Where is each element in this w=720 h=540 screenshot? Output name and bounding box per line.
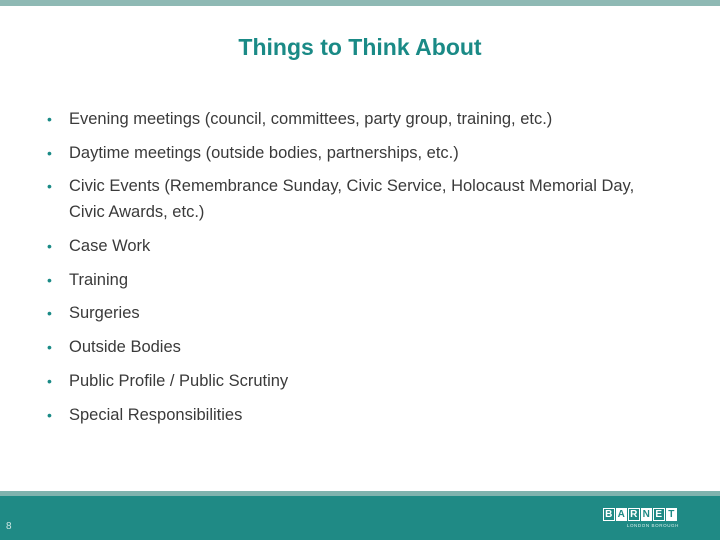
bullet-text: Surgeries <box>69 304 140 323</box>
bullet-item <box>47 106 667 132</box>
bullet-item <box>47 334 667 360</box>
bullet-item <box>47 140 667 166</box>
bullet-list <box>47 106 667 435</box>
bullet-item <box>47 173 667 225</box>
top-accent-bar <box>0 0 720 6</box>
footer-stripe <box>0 491 720 496</box>
bullet-icon: • <box>47 305 52 322</box>
bullet-icon: • <box>47 111 52 127</box>
barnet-logo <box>603 508 679 532</box>
bullet-text: Civic Events (Remembrance Sunday, Civic Service, Holocaust Memorial Day, Civic Awards, etc.) <box>69 177 635 222</box>
bullet-text: Outside Bodies <box>69 338 181 357</box>
bullet-item <box>47 233 667 259</box>
bullet-text: Special Responsibilities <box>69 405 243 424</box>
bullet-text: Public Profile / Public Scrutiny <box>69 371 289 390</box>
bullet-item <box>47 368 667 394</box>
bullet-text: Training <box>69 270 128 289</box>
bullet-text: Daytime meetings (outside bodies, partnerships, etc.) <box>69 143 459 162</box>
bullet-item <box>47 402 667 428</box>
bullet-icon: • <box>47 406 52 423</box>
logo-subtitle: LONDON BOROUGH <box>626 523 679 528</box>
bullet-icon: • <box>47 372 52 389</box>
bullet-text: Evening meetings (council, committees, party group, training, etc.) <box>69 110 553 128</box>
bullet-item <box>47 300 667 326</box>
logo-letter: R <box>628 508 640 521</box>
logo-letter: B <box>603 508 615 521</box>
bullet-icon: • <box>47 238 52 255</box>
bullet-item <box>47 267 667 293</box>
bullet-text: Case Work <box>69 237 151 256</box>
bullet-icon: • <box>47 271 52 288</box>
page-number: 8 <box>6 521 12 532</box>
logo-letter: T <box>666 508 678 521</box>
slide-title: Things to Think About <box>238 34 482 60</box>
bullet-icon: • <box>47 339 52 356</box>
bullet-icon: • <box>47 178 52 195</box>
logo-letters <box>603 508 679 521</box>
logo-letter: N <box>641 508 653 521</box>
logo-letter: A <box>616 508 628 521</box>
bullet-icon: • <box>47 144 52 161</box>
logo-letter: E <box>653 508 665 521</box>
